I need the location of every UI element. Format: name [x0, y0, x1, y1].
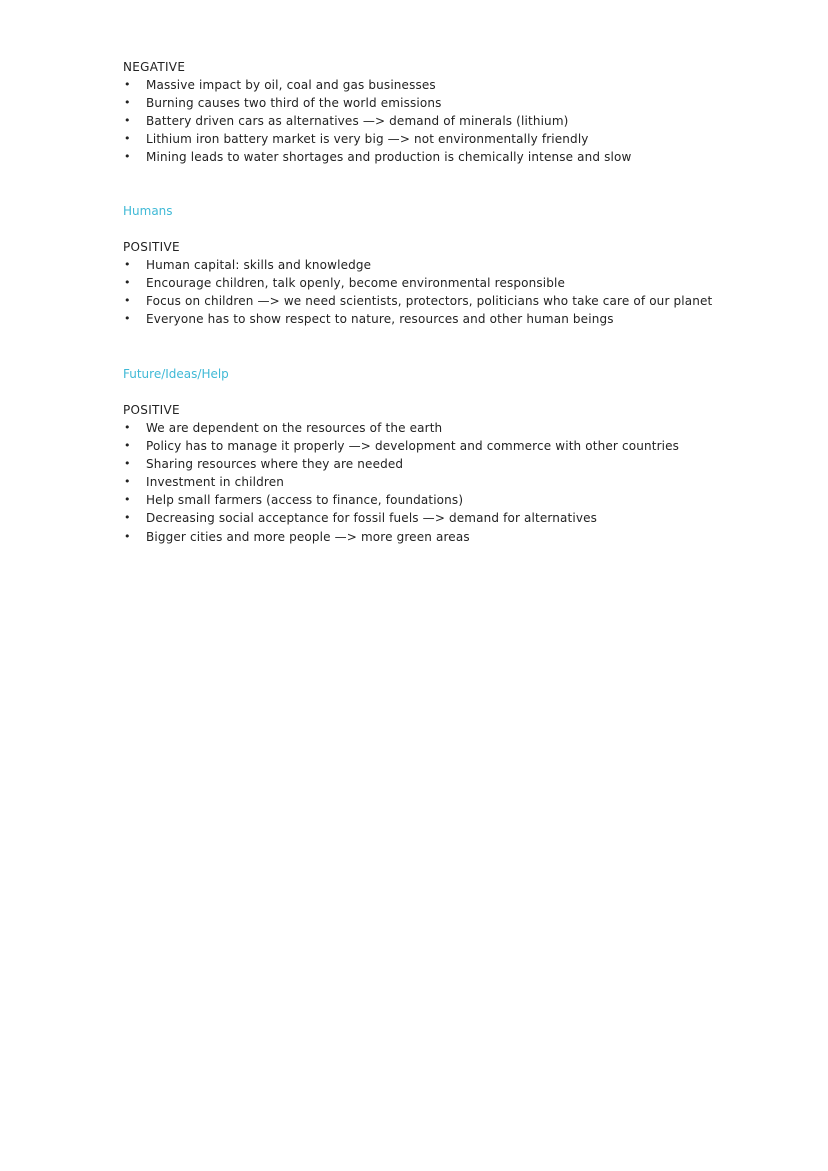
bullet-icon: •	[124, 258, 131, 271]
future-section-title: Future/Ideas/Help	[123, 367, 229, 381]
list-item-text: Mining leads to water shortages and production is chemically intense and slow	[146, 150, 632, 165]
future-list	[123, 419, 803, 546]
future-section	[123, 401, 803, 546]
humans-list	[123, 256, 803, 328]
list-item-text: Sharing resources where they are needed	[146, 457, 404, 472]
humans-section	[123, 238, 803, 328]
list-item	[123, 310, 803, 328]
list-item	[123, 455, 803, 473]
list-item-text: Encourage children, talk openly, become environmental responsible	[146, 276, 566, 291]
list-item-text: Human capital: skills and knowledge	[146, 258, 372, 272]
list-item	[123, 491, 803, 509]
list-item	[123, 130, 803, 148]
bullet-icon: •	[124, 294, 131, 308]
bullet-icon: •	[124, 78, 131, 91]
list-item-text: Decreasing social acceptance for fossil fuels —> demand for alternatives	[146, 511, 598, 526]
negative-heading: NEGATIVE	[123, 60, 186, 74]
bullet-icon: •	[124, 439, 131, 453]
list-item-text: Battery driven cars as alternatives —> demand of minerals (lithium)	[146, 114, 569, 129]
list-item	[123, 256, 803, 274]
list-item	[123, 437, 803, 455]
future-positive-heading: POSITIVE	[123, 403, 180, 417]
bullet-icon: •	[124, 457, 131, 471]
negative-section	[123, 58, 803, 166]
bullet-icon: •	[124, 421, 131, 434]
list-item-text: We are dependent on the resources of the earth	[146, 421, 443, 435]
bullet-icon: •	[124, 150, 131, 164]
list-item	[123, 473, 803, 491]
list-item	[123, 292, 803, 310]
list-item	[123, 94, 803, 112]
bullet-icon: •	[124, 475, 131, 489]
list-item-text: Everyone has to show respect to nature, resources and other human beings	[146, 312, 614, 327]
bullet-icon: •	[124, 114, 131, 128]
list-item	[123, 419, 803, 437]
list-item-text: Lithium iron battery market is very big —> not environmentally friendly	[146, 132, 589, 147]
negative-list	[123, 76, 803, 166]
list-item-text: Focus on children —> we need scientists, protectors, politicians who take care of our planet	[146, 294, 713, 309]
list-item-text: Policy has to manage it properly —> development and commerce with other countries	[146, 439, 680, 454]
list-item	[123, 112, 803, 130]
bullet-icon: •	[124, 276, 131, 290]
list-item	[123, 148, 803, 166]
list-item-text: Bigger cities and more people —> more green areas	[146, 529, 470, 544]
list-item	[123, 274, 803, 292]
list-item-text: Burning causes two third of the world emissions	[146, 96, 442, 111]
list-item	[123, 509, 803, 527]
list-item-text: Massive impact by oil, coal and gas businesses	[146, 78, 436, 92]
humans-section-title: Humans	[123, 204, 173, 218]
list-item	[123, 528, 803, 546]
bullet-icon: •	[124, 529, 131, 543]
list-item-text: Investment in children	[146, 475, 284, 490]
list-item	[123, 76, 803, 94]
bullet-icon: •	[124, 511, 131, 525]
bullet-icon: •	[124, 493, 131, 507]
bullet-icon: •	[124, 312, 131, 326]
bullet-icon: •	[124, 132, 131, 146]
list-item-text: Help small farmers (access to finance, foundations)	[146, 493, 464, 508]
humans-positive-heading: POSITIVE	[123, 240, 180, 254]
bullet-icon: •	[124, 96, 131, 110]
